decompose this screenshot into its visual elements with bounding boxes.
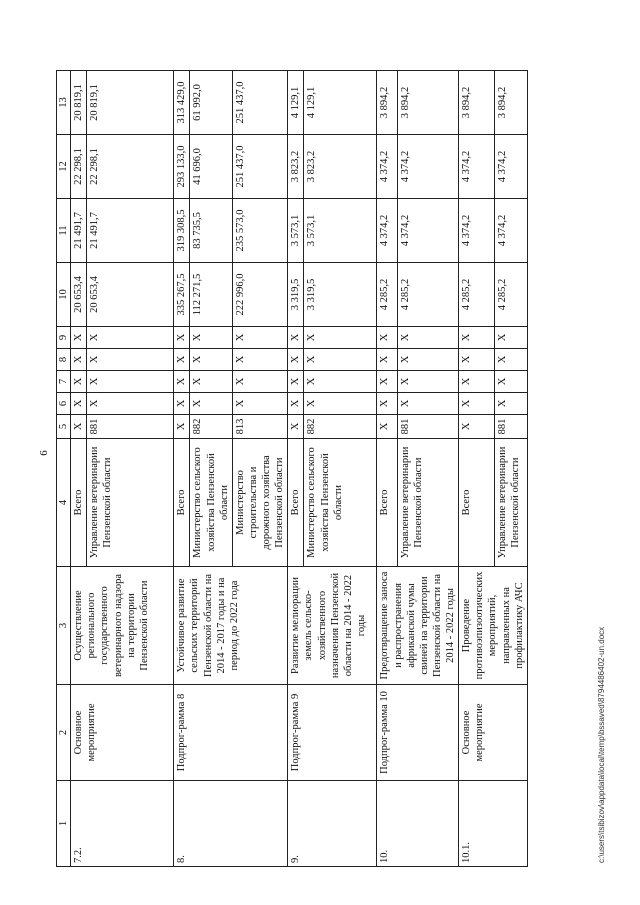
code-cell: X bbox=[174, 348, 190, 370]
amount-cell: 4 374,2 bbox=[459, 134, 495, 198]
code-cell: X bbox=[174, 414, 190, 438]
executor-cell: Управление ветеринарии Пензенской области bbox=[494, 438, 527, 566]
code-cell: X bbox=[494, 348, 527, 370]
amount-cell: 4 129,1 bbox=[288, 70, 304, 134]
header-cell: 5 bbox=[57, 414, 71, 438]
code-cell: X bbox=[304, 370, 377, 392]
row-type: Подпрог-рамма 10 bbox=[377, 684, 459, 780]
amount-cell: 20 653,4 bbox=[71, 262, 87, 326]
code-cell: X bbox=[71, 370, 87, 392]
code-cell: X bbox=[87, 348, 174, 370]
code-cell: X bbox=[190, 370, 232, 392]
amount-cell: 3 573,1 bbox=[304, 198, 377, 262]
amount-cell: 3 894,2 bbox=[494, 70, 527, 134]
amount-cell: 20 653,4 bbox=[87, 262, 174, 326]
amount-cell: 251 437,0 bbox=[232, 70, 288, 134]
row-name: Устойчивое развитие сельских территорий Пензенской области на 2014 - 2017 годы и на период до 2022 года bbox=[174, 566, 288, 684]
amount-cell: 41 696,0 bbox=[190, 134, 232, 198]
code-cell: X bbox=[398, 392, 459, 414]
code-cell: X bbox=[459, 348, 495, 370]
code-cell: X bbox=[304, 326, 377, 348]
code-cell: X bbox=[190, 392, 232, 414]
amount-cell: 83 735,5 bbox=[190, 198, 232, 262]
header-cell: 10 bbox=[57, 262, 71, 326]
code-cell: X bbox=[87, 370, 174, 392]
code-cell: 881 bbox=[494, 414, 527, 438]
code-cell: X bbox=[232, 348, 288, 370]
code-cell: X bbox=[288, 414, 304, 438]
table-row bbox=[174, 70, 190, 866]
code-cell: X bbox=[377, 414, 398, 438]
amount-cell: 4 374,2 bbox=[494, 134, 527, 198]
row-number: 7.2. bbox=[71, 780, 174, 866]
header-cell: 8 bbox=[57, 348, 71, 370]
amount-cell: 20 819,1 bbox=[71, 70, 87, 134]
executor-cell: Министерство строительства и дорожного хозяйства Пензенской области bbox=[232, 438, 288, 566]
code-cell: 882 bbox=[304, 414, 377, 438]
table-row bbox=[71, 70, 87, 866]
code-cell: X bbox=[288, 348, 304, 370]
amount-cell: 4 374,2 bbox=[494, 198, 527, 262]
code-cell: X bbox=[377, 348, 398, 370]
code-cell: X bbox=[87, 326, 174, 348]
amount-cell: 61 992,0 bbox=[190, 70, 232, 134]
table-row bbox=[377, 70, 398, 866]
code-cell: X bbox=[398, 348, 459, 370]
table-row bbox=[459, 70, 495, 866]
amount-cell: 293 133,0 bbox=[174, 134, 190, 198]
code-cell: X bbox=[459, 326, 495, 348]
amount-cell: 4 374,2 bbox=[377, 198, 398, 262]
amount-cell: 21 491,7 bbox=[71, 198, 87, 262]
code-cell: X bbox=[494, 326, 527, 348]
amount-cell: 3 894,2 bbox=[398, 70, 459, 134]
amount-cell: 335 267,5 bbox=[174, 262, 190, 326]
code-cell: X bbox=[87, 392, 174, 414]
row-name: Предотвращение заноса и распространения африканской чумы свиней на территории Пензенской области на 2014 - 2022 годы bbox=[377, 566, 459, 684]
header-cell: 1 bbox=[57, 780, 71, 866]
amount-cell: 22 298,1 bbox=[71, 134, 87, 198]
amount-cell: 235 573,0 bbox=[232, 198, 288, 262]
executor-cell: Управление ветеринарии Пензенской области bbox=[398, 438, 459, 566]
row-type: Основное мероприятие bbox=[71, 684, 174, 780]
code-cell: X bbox=[288, 370, 304, 392]
executor-cell: Всего bbox=[174, 438, 190, 566]
column-number-row bbox=[57, 70, 71, 866]
amount-cell: 4 374,2 bbox=[398, 134, 459, 198]
code-cell: X bbox=[190, 326, 232, 348]
amount-cell: 4 129,1 bbox=[304, 70, 377, 134]
row-number: 9. bbox=[288, 780, 377, 866]
code-cell: X bbox=[232, 392, 288, 414]
row-name: Проведение противоэпизоотических мероприятий, направленных на профилактику АЧС bbox=[459, 566, 528, 684]
header-cell: 6 bbox=[57, 392, 71, 414]
code-cell: X bbox=[288, 392, 304, 414]
code-cell: 882 bbox=[190, 414, 232, 438]
code-cell: X bbox=[71, 326, 87, 348]
executor-cell: Всего bbox=[288, 438, 304, 566]
amount-cell: 112 271,5 bbox=[190, 262, 232, 326]
row-number: 10. bbox=[377, 780, 459, 866]
amount-cell: 313 429,0 bbox=[174, 70, 190, 134]
code-cell: X bbox=[459, 414, 495, 438]
code-cell: X bbox=[288, 326, 304, 348]
header-cell: 3 bbox=[57, 566, 71, 684]
amount-cell: 251 437,0 bbox=[232, 134, 288, 198]
row-name: Развитие мелиорации земель сельско-хозяйственного назначения Пензенской области на 2014 - 2022 годы bbox=[288, 566, 377, 684]
code-cell: X bbox=[494, 370, 527, 392]
executor-cell: Министерство сельского хозяйства Пензенской области bbox=[190, 438, 232, 566]
code-cell: X bbox=[174, 392, 190, 414]
header-cell: 12 bbox=[57, 134, 71, 198]
code-cell: X bbox=[377, 326, 398, 348]
page-number: 6 bbox=[38, 449, 50, 456]
amount-cell: 3 823,2 bbox=[304, 134, 377, 198]
row-number: 10.1. bbox=[459, 780, 528, 866]
amount-cell: 3 573,1 bbox=[288, 198, 304, 262]
code-cell: X bbox=[459, 392, 495, 414]
rotated-page bbox=[30, 23, 610, 883]
code-cell: 881 bbox=[87, 414, 174, 438]
amount-cell: 20 819,1 bbox=[87, 70, 174, 134]
code-cell: X bbox=[190, 348, 232, 370]
header-cell: 13 bbox=[57, 70, 71, 134]
header-cell: 9 bbox=[57, 326, 71, 348]
row-type: Основное мероприятие bbox=[459, 684, 528, 780]
table-row bbox=[288, 70, 304, 866]
amount-cell: 319 308,5 bbox=[174, 198, 190, 262]
header-cell: 11 bbox=[57, 198, 71, 262]
file-path-footer: c:\users\tsibizov\appdata\local\temp\bssaved\8794486402-un.docx bbox=[597, 626, 606, 863]
amount-cell: 4 285,2 bbox=[459, 262, 495, 326]
executor-cell: Всего bbox=[377, 438, 398, 566]
header-cell: 4 bbox=[57, 438, 71, 566]
amount-cell: 4 374,2 bbox=[459, 198, 495, 262]
code-cell: 813 bbox=[232, 414, 288, 438]
executor-cell: Министерство сельского хозяйства Пензенской области bbox=[304, 438, 377, 566]
amount-cell: 4 285,2 bbox=[377, 262, 398, 326]
row-name: Осуществление регионального государственного ветеринарного надзора на территории Пензенской области bbox=[71, 566, 174, 684]
amount-cell: 22 298,1 bbox=[87, 134, 174, 198]
amount-cell: 4 285,2 bbox=[494, 262, 527, 326]
code-cell: 881 bbox=[398, 414, 459, 438]
code-cell: X bbox=[459, 370, 495, 392]
executor-cell: Всего bbox=[459, 438, 495, 566]
amount-cell: 4 285,2 bbox=[398, 262, 459, 326]
amount-cell: 3 319,5 bbox=[304, 262, 377, 326]
code-cell: X bbox=[174, 326, 190, 348]
header-cell: 2 bbox=[57, 684, 71, 780]
code-cell: X bbox=[232, 326, 288, 348]
code-cell: X bbox=[71, 414, 87, 438]
amount-cell: 222 996,0 bbox=[232, 262, 288, 326]
code-cell: X bbox=[71, 348, 87, 370]
code-cell: X bbox=[71, 392, 87, 414]
executor-cell: Всего bbox=[71, 438, 87, 566]
code-cell: X bbox=[398, 370, 459, 392]
amount-cell: 3 894,2 bbox=[377, 70, 398, 134]
budget-table bbox=[56, 70, 528, 867]
code-cell: X bbox=[174, 370, 190, 392]
amount-cell: 3 823,2 bbox=[288, 134, 304, 198]
amount-cell: 4 374,2 bbox=[398, 198, 459, 262]
code-cell: X bbox=[377, 370, 398, 392]
code-cell: X bbox=[398, 326, 459, 348]
amount-cell: 21 491,7 bbox=[87, 198, 174, 262]
header-cell: 7 bbox=[57, 370, 71, 392]
row-type: Подпрог-рамма 8 bbox=[174, 684, 288, 780]
code-cell: X bbox=[232, 370, 288, 392]
executor-cell: Управление ветеринарии Пензенской области bbox=[87, 438, 174, 566]
amount-cell: 3 319,5 bbox=[288, 262, 304, 326]
row-type: Подпрог-рамма 9 bbox=[288, 684, 377, 780]
code-cell: X bbox=[494, 392, 527, 414]
code-cell: X bbox=[377, 392, 398, 414]
code-cell: X bbox=[304, 348, 377, 370]
row-number: 8. bbox=[174, 780, 288, 866]
amount-cell: 3 894,2 bbox=[459, 70, 495, 134]
amount-cell: 4 374,2 bbox=[377, 134, 398, 198]
code-cell: X bbox=[304, 392, 377, 414]
